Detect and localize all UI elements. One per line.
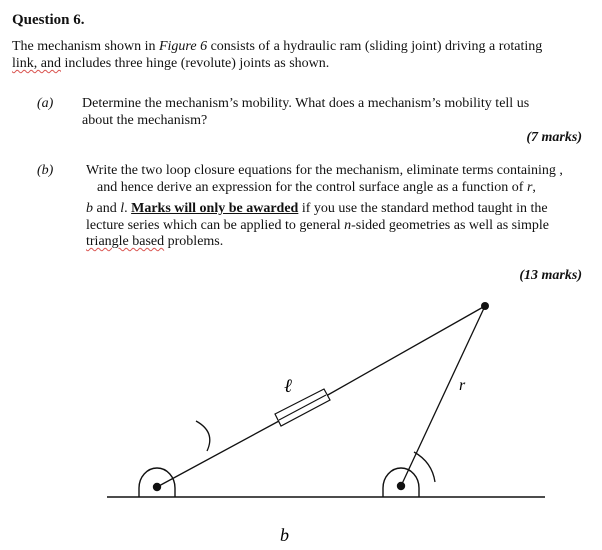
- var-b: b: [86, 201, 93, 216]
- part-b-line2-text: and hence derive an expression for the control surface angle as a function of: [97, 180, 527, 195]
- part-a-marks: (7 marks): [526, 130, 582, 145]
- ram-rod-lower: [157, 421, 279, 487]
- text-and: and: [93, 201, 121, 216]
- intro-text-start: The mechanism shown in: [12, 39, 159, 54]
- part-b-marks: (13 marks): [519, 268, 582, 283]
- marks-warning: Marks will only be awarded: [131, 201, 299, 216]
- question-heading: Question 6.: [12, 12, 85, 28]
- ram-piston-line: [279, 395, 326, 420]
- var-l: l: [120, 201, 125, 216]
- spellcheck-underlined-text: link, and: [12, 56, 61, 71]
- angle-arc-left: [196, 421, 210, 451]
- label-l: ℓ: [284, 376, 292, 397]
- rotating-link: [401, 306, 485, 486]
- part-b-line4: lecture series which can be applied to general: [86, 217, 345, 233]
- figure-reference: Figure 6: [158, 39, 208, 54]
- part-a-line1: Determine the mechanism’s mobility. What does a mechanism’s mobility tell us: [82, 96, 530, 111]
- part-b-line5-end: problems.: [164, 234, 224, 249]
- label-b: b: [280, 525, 289, 545]
- var-n: n: [344, 217, 352, 233]
- part-b-label: (b): [37, 163, 54, 178]
- var-r: r: [526, 180, 533, 195]
- label-r: r: [459, 377, 466, 394]
- part-b-line1: Write the two loop closure equations for the mechanism, eliminate terms containing ,: [86, 163, 563, 178]
- left-pivot-housing: [139, 468, 175, 497]
- intro-text-mid: consists of a hydraulic ram (sliding joint) driving a rotating: [207, 39, 543, 54]
- part-b-line2-end: ,: [532, 180, 536, 195]
- part-b-line3-end: if you use the standard method taught in the: [298, 201, 548, 216]
- part-a-label: (a): [37, 96, 54, 111]
- spellcheck-underlined-triangle: triangle based: [86, 234, 165, 249]
- intro-text-end: includes three hinge (revolute) joints as shown.: [61, 56, 330, 71]
- part-b-line4-end: -sided geometries as well as simple: [351, 217, 550, 233]
- part-a-line2: about the mechanism?: [82, 112, 208, 128]
- text-dot: .: [124, 201, 132, 216]
